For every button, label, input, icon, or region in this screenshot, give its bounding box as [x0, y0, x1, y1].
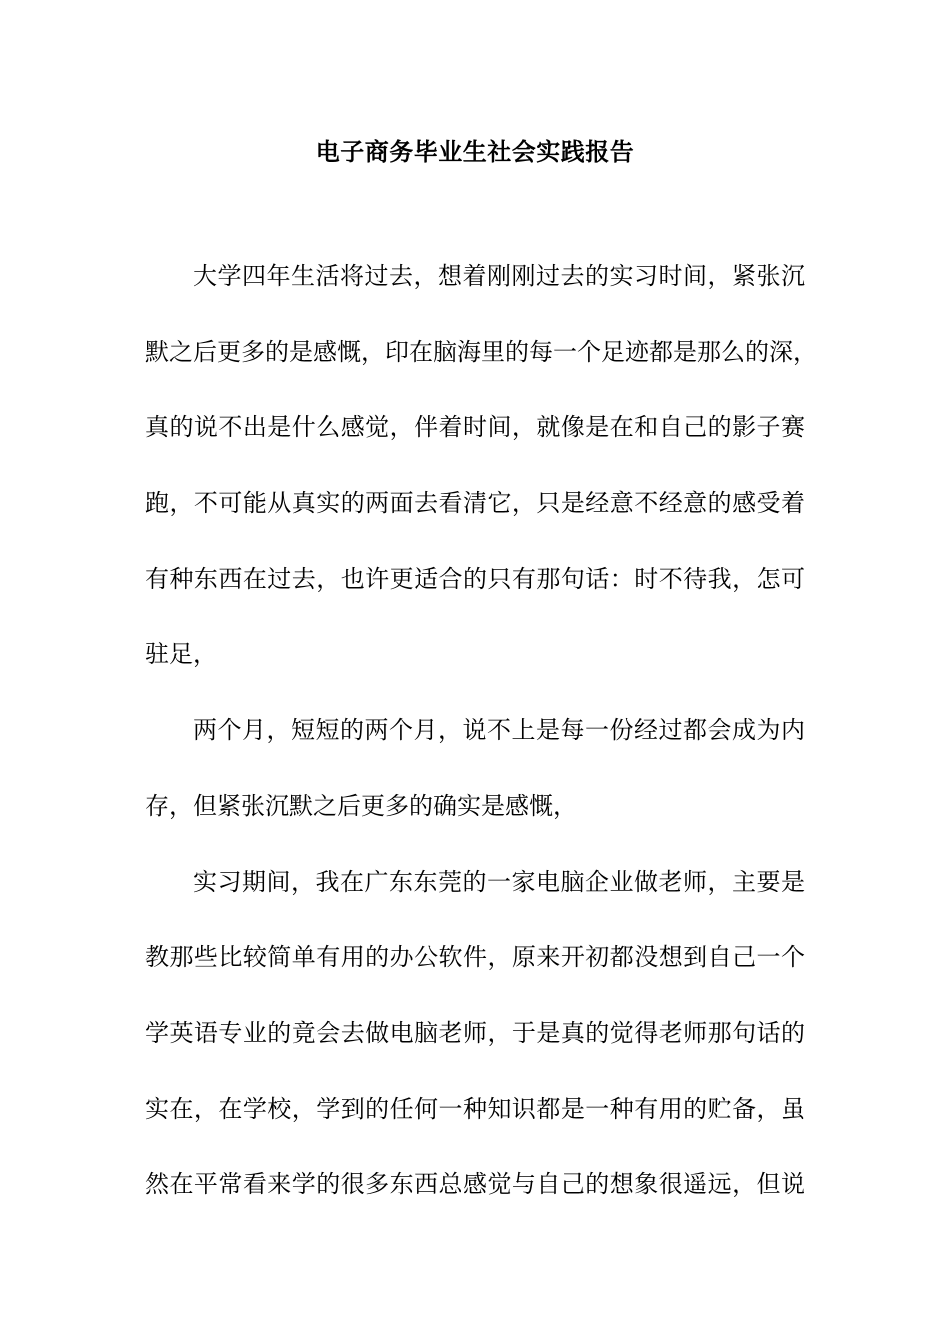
paragraph-1-line-1: 大学四年生活将过去，想着刚刚过去的实习时间，紧张沉	[193, 262, 805, 290]
paragraph-1-line-6: 驻足，	[145, 640, 217, 669]
paragraph-1-line-2: 默之后更多的是感慨，印在脑海里的每一个足迹都是那么的深，	[145, 337, 817, 366]
paragraph-1-line-3: 真的说不出是什么感觉，伴着时间，就像是在和自己的影子赛	[145, 413, 805, 442]
paragraph-3-line-3: 学英语专业的竟会去做电脑老师，于是真的觉得老师那句话的	[145, 1018, 805, 1047]
paragraph-3-line-4: 实在，在学校，学到的任何一种知识都是一种有用的贮备，虽	[145, 1094, 805, 1123]
paragraph-2-line-2: 存，但紧张沉默之后更多的确实是感慨，	[145, 791, 577, 820]
paragraph-1-line-5: 有种东西在过去，也许更适合的只有那句话：时不待我，怎可	[145, 564, 805, 593]
document-title: 电子商务毕业生社会实践报告	[315, 137, 635, 166]
paragraph-3-line-5: 然在平常看来学的很多东西总感觉与自己的想象很遥远，但说	[145, 1170, 805, 1199]
paragraph-1-line-4: 跑，不可能从真实的两面去看清它，只是经意不经意的感受着	[145, 489, 805, 518]
paragraph-3-line-1: 实习期间，我在广东东莞的一家电脑企业做老师，主要是	[193, 867, 805, 896]
paragraph-3-line-2: 教那些比较简单有用的办公软件，原来开初都没想到自己一个	[145, 943, 805, 972]
paragraph-2-line-1: 两个月，短短的两个月，说不上是每一份经过都会成为内	[193, 716, 805, 745]
document-body	[145, 258, 817, 1242]
